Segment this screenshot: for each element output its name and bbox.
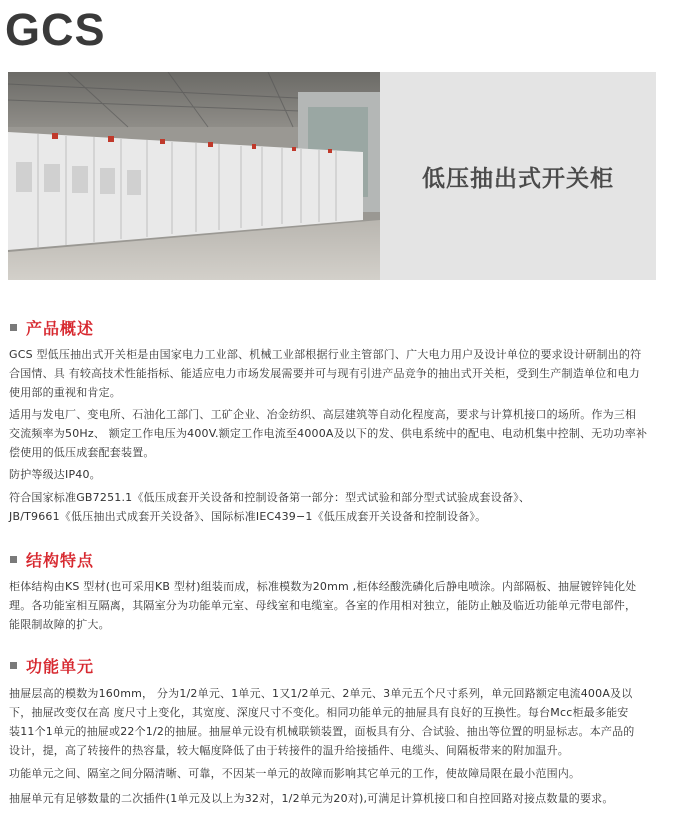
square-bullet-icon: [10, 662, 17, 669]
section-title: 产品概述: [26, 318, 95, 338]
paragraph: [9, 488, 659, 526]
page-title: GCS: [5, 4, 106, 55]
paragraph-line: 合国情、具 有较高技术性能指标、能适应电力市场发展需要并可与现有引进产品竞争的抽出式开关柜，受到生产制造单位和电力: [9, 367, 640, 380]
paragraph-line: 符合国家标准GB7251.1《低压成套开关设备和控制设备第一部分：型式试验和部分型式试验成套设备》、: [9, 491, 531, 504]
paragraph-line: 抽屉层高的模数为160mm， 分为1/2单元、1单元、1又1/2单元、2单元、3单元五个尺寸系列，单元回路额定电流400A及以: [9, 687, 633, 700]
paragraph-line: 适用与发电厂、变电所、石油化工部门、工矿企业、冶金纺织、高层建筑等自动化程度高，要求与计算机接口的场所。作为三相: [9, 408, 637, 421]
paragraph: [9, 465, 659, 484]
paragraph: [9, 345, 659, 402]
paragraph: [9, 577, 659, 634]
paragraph-line: 能限制故障的扩大。: [9, 618, 110, 631]
paragraph-line: 装11个1单元的抽屉或22个1/2的抽屉。抽屉单元设有机械联锁装置，面板具有分、合试验、抽出等位置的明显标志。本产品的: [9, 725, 635, 738]
square-bullet-icon: [10, 556, 17, 563]
paragraph-line: 使用部的重视和肯定。: [9, 386, 121, 399]
paragraph-line: 抽屉单元有足够数量的二次插件(1单元及以上为32对，1/2单元为20对),可满足计算机接口和自控回路对接点数量的要求。: [9, 792, 614, 805]
section-heading-structure: [10, 548, 94, 570]
paragraph-line: 交流频率为50Hz、 额定工作电压为400V.额定工作电流至4000A及以下的发、供电系统中的配电、电动机集中控制、无功功率补: [9, 427, 648, 440]
paragraph-line: 防护等级达IP40。: [9, 468, 101, 481]
paragraph-line: 柜体结构由KS 型材(也可采用KB 型材)组装而成，标准模数为20mm ,柜体经酸洗磷化后静电喷涂。内部隔板、抽屉镀锌钝化处: [9, 580, 637, 593]
paragraph-line: GCS 型低压抽出式开关柜是由国家电力工业部、机械工业部根据行业主管部门、广大电力用户及设计单位的要求设计研制出的符: [9, 348, 642, 361]
paragraph-line: 功能单元之间、隔室之间分隔清晰、可靠，不因某一单元的故障而影响其它单元的工作，使故障局限在最小范围内。: [9, 767, 581, 780]
paragraph: [9, 405, 659, 462]
paragraph-line: 偿使用的低压成套配套装置。: [9, 446, 155, 459]
paragraph: [9, 684, 659, 760]
square-bullet-icon: [10, 324, 17, 331]
paragraph: [9, 764, 659, 783]
paragraph-line: 下，抽屉改变仅在高 度尺寸上变化，其宽度、深度尺寸不变化。相同功能单元的抽屉具有良好的互换性。每台Mcc柜最多能安: [9, 706, 629, 719]
hero-banner: [8, 72, 656, 280]
hero-caption: 低压抽出式开关柜: [422, 165, 614, 192]
paragraph-line: JB/T9661《低压抽出式成套开关设备》、国际标准IEC439−1《低压成套开关设备和控制设备》。: [9, 510, 487, 523]
paragraph-line: 设计，提，高了转接件的热容量，较大幅度降低了由于转接件的温升给接插件、电缆头、间隔板带来的附加温升。: [9, 744, 569, 757]
switchgear-photo: [8, 72, 380, 280]
section-heading-functional-unit: [10, 654, 94, 676]
section-title: 结构特点: [26, 550, 95, 570]
paragraph: [9, 789, 659, 808]
paragraph-line: 理。各功能室相互隔离，其隔室分为功能单元室、母线室和电缆室。各室的作用相对独立，能防止触及临近功能单元带电部件，: [9, 599, 637, 612]
section-heading-overview: [10, 316, 94, 338]
section-title: 功能单元: [26, 656, 95, 676]
